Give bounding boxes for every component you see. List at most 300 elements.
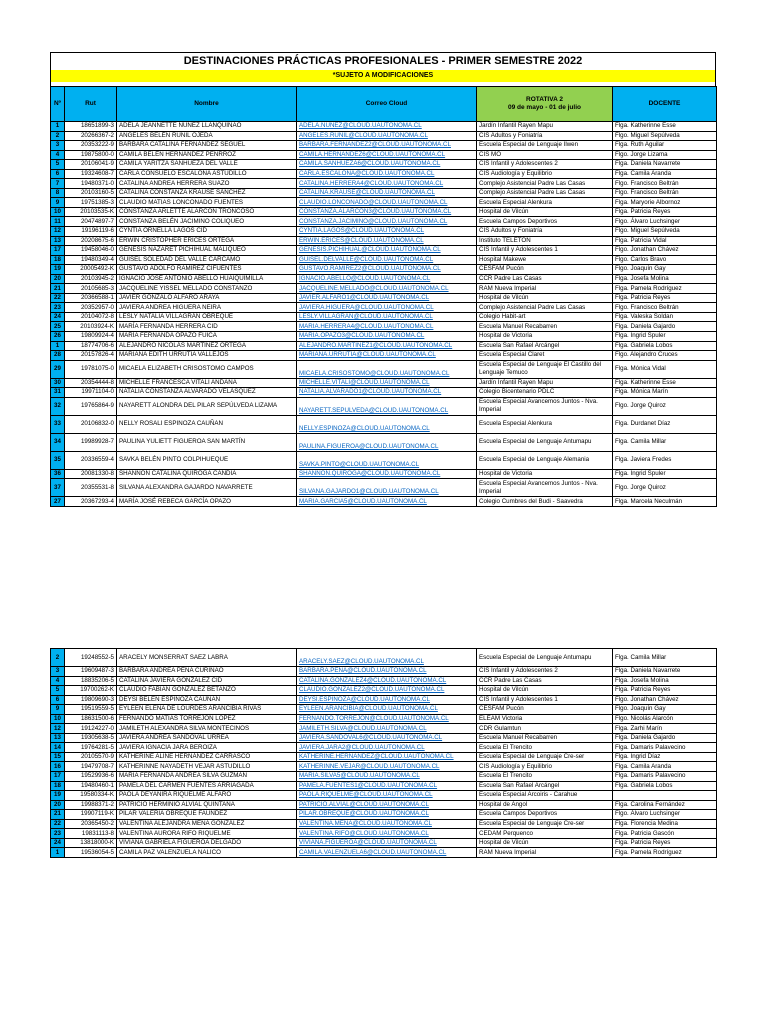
placement-cell: Hospital Makewe <box>477 255 613 265</box>
rut-cell: 19751385-3 <box>65 198 117 208</box>
email-link[interactable]: MARIANA.URRUTIA@CLOUD.UAUTONOMA.CL <box>297 351 477 361</box>
name-cell: CONSTANZA BELÉN JACIMINO COLIQUEO <box>117 217 297 227</box>
name-cell: MICHELLE FRANCESCA VITALI ANDANA <box>117 378 297 388</box>
placement-cell: Escuela Especial de Lenguaje El Castillo del Lenguaje Temuco <box>477 360 613 378</box>
placement-cell: Escuela Especial de Lenguaje Cre-ser <box>477 819 613 829</box>
row-number: 1 <box>51 848 65 858</box>
email-link[interactable]: PILAR.OBREQUE@CLOUD.UAUTONOMA.CL <box>297 810 477 820</box>
rut-cell: 20208675-6 <box>65 236 117 246</box>
table-row <box>51 714 717 724</box>
teacher-cell: Flga. Camila Millar <box>613 649 717 667</box>
teacher-cell: Flga. Ingrid Spuler <box>613 332 717 342</box>
row-number: 17 <box>51 246 65 256</box>
name-cell: GENESIS NAZARET PICHIHUAL MALIQUEO <box>117 246 297 256</box>
email-link[interactable]: SILVANA.GAJARDO1@CLOUD.UAUTONOMA.CL <box>297 479 477 497</box>
email-link[interactable]: SHANNON.QUIROGA@CLOUD.UAUTONOMA.CL <box>297 469 477 479</box>
table-row <box>51 246 717 256</box>
rut-cell: 20266367-2 <box>65 131 117 141</box>
placement-cell: Complejo Asistencial Padre Las Casas <box>477 303 613 313</box>
table-row <box>51 122 717 132</box>
email-link[interactable]: PAOLA.RIQUELME@CLOUD.UAUTONOMA.CL <box>297 791 477 801</box>
placement-cell: Escuela Manuel Recabarren <box>477 322 613 332</box>
email-link[interactable]: EYLEEN.ARANCIBIA@CLOUD.UAUTONOMA.CL <box>297 705 477 715</box>
email-link[interactable]: VALENTINA.MENA@CLOUD.UAUTONOMA.CL <box>297 819 477 829</box>
email-link[interactable]: VIVIANA.FIGUEROA@CLOUD.UAUTONOMA.CL <box>297 838 477 848</box>
teacher-cell: Flga. Marcela Neculmán <box>613 497 717 507</box>
name-cell: DEYSI BELEN ESPINOZA CAUÑAN <box>117 695 297 705</box>
name-cell: GUISEL SOLEDAD DEL VALLE CARCAMO <box>117 255 297 265</box>
placement-cell: Escuela Especial de Lenguaje Ilwen <box>477 141 613 151</box>
placement-cell: Instituto TELETON <box>477 236 613 246</box>
rut-cell: 19765864-9 <box>65 397 117 415</box>
table-row <box>51 360 717 378</box>
teacher-cell: Flgo. Jorge Quiroz <box>613 397 717 415</box>
email-link[interactable]: CLAUDIO.LONCONADO@CLOUD.UAUTONOMA.CL <box>297 198 477 208</box>
rut-cell: 20081330-8 <box>65 469 117 479</box>
rut-cell: 19324608-7 <box>65 169 117 179</box>
placement-cell: Escuela Especial de Lenguaje Cre-ser <box>477 752 613 762</box>
placement-cell: Escuela Especial Arcoiris - Carahue <box>477 791 613 801</box>
teacher-cell: Flgo. Álvaro Luchsinger <box>613 217 717 227</box>
teacher-cell: Flgo. Miguel Sepúlveda <box>613 131 717 141</box>
email-link[interactable]: GUSTAVO.RAMIREZ2@CLOUD.UAUTONOMA.CL <box>297 265 477 275</box>
table-row <box>51 274 717 284</box>
rut-cell: 19479708-7 <box>65 762 117 772</box>
teacher-cell: Flga. Camila Aranda <box>613 762 717 772</box>
row-number: 5 <box>51 160 65 170</box>
placement-cell: RAM Nueva Imperial <box>477 848 613 858</box>
table-row <box>51 479 717 497</box>
spreadsheet <box>50 52 716 856</box>
header-row <box>51 87 717 122</box>
name-cell: MARIANA EDITH URRUTIA VALLEJOS <box>117 351 297 361</box>
table-row <box>51 312 717 322</box>
teacher-cell: Flga. Camila Aranda <box>613 169 717 179</box>
name-cell: CATALINA ANDREA HERRERA SUAZO <box>117 179 297 189</box>
name-cell: PAMELA DEL CARMEN FUENTES ARRIAGADA <box>117 781 297 791</box>
teacher-cell: Flga. Mónica Vidal <box>613 360 717 378</box>
row-number: 12 <box>51 227 65 237</box>
teacher-cell: Flga. Daniela Navarrete <box>613 160 717 170</box>
email-link[interactable]: BARBARA.FERNANDEZ2@CLOUD.UAUTONOMA.CL <box>297 141 477 151</box>
email-link[interactable]: CYNTIA.LAGOS@CLOUD.UAUTONOMA.CL <box>297 227 477 237</box>
placement-cell: Escuela Campos Deportivos <box>477 217 613 227</box>
teacher-cell: Flga. Damaris Palavecino <box>613 772 717 782</box>
row-number: 24 <box>51 838 65 848</box>
email-link[interactable]: MARIA.OPAZO3@CLOUD.UAUTONOMA.CL <box>297 332 477 342</box>
email-link[interactable]: CAMILA.SANHUEZA6@CLOUD.UAUTONOMA.CL <box>297 160 477 170</box>
email-link[interactable]: CAMILA.VALENZUELA6@CLOUD.UAUTONOMA.CL <box>297 848 477 858</box>
name-cell: JAVIER GONZALO ALFARO ARAYA <box>117 293 297 303</box>
rut-cell: 20367293-4 <box>65 497 117 507</box>
teacher-cell: Flga. Patricia Gascón <box>613 829 717 839</box>
email-link[interactable]: BARBARA.PENA@CLOUD.UAUTONOMA.CL <box>297 667 477 677</box>
rut-cell: 19196119-6 <box>65 227 117 237</box>
teacher-cell: Flgo. Carlos Bravo <box>613 255 717 265</box>
rut-cell: 18631500-6 <box>65 714 117 724</box>
rut-cell: 19700262-K <box>65 686 117 696</box>
row-number: 10 <box>51 207 65 217</box>
email-link[interactable]: KATHERINE.HERNANDEZ@CLOUD.UAUTONOMA.CL <box>297 752 477 762</box>
row-number: 2 <box>51 131 65 141</box>
name-cell: PILAR VALERIA OBREQUE FAUNDEZ <box>117 810 297 820</box>
table-row <box>51 762 717 772</box>
placement-cell: CIS Audiología y Equilibrio <box>477 169 613 179</box>
rut-cell: 20105685-3 <box>65 284 117 294</box>
rut-cell: 20106832-0 <box>65 415 117 433</box>
table-row <box>51 198 717 208</box>
email-link[interactable]: ARACELY.SAEZ@CLOUD.UAUTONOMA.CL <box>297 649 477 667</box>
rut-cell: 20106041-9 <box>65 160 117 170</box>
rut-cell: 19248552-5 <box>65 649 117 667</box>
row-number: 14 <box>51 743 65 753</box>
email-link[interactable]: JACQUELINE.MELLADO@CLOUD.UAUTONOMA.CL <box>297 284 477 294</box>
table-row <box>51 649 717 667</box>
rut-cell: 19305638-5 <box>65 733 117 743</box>
placement-cell: Hospital de Victoria <box>477 332 613 342</box>
email-link[interactable]: PAMELA.FUENTES1@CLOUD.UAUTONOMA.CL <box>297 781 477 791</box>
name-cell: NAYARETT ALONDRA DEL PILAR SEPÚLVEDA LIZAMA <box>117 397 297 415</box>
placement-cell: CIS Audiología y Equilibrio <box>477 762 613 772</box>
rut-cell: 20365450-2 <box>65 819 117 829</box>
email-link[interactable]: NATALIA.ALVARADO1@CLOUD.UAUTONOMA.CL <box>297 388 477 398</box>
rut-cell: 19971104-0 <box>65 388 117 398</box>
table-row <box>51 752 717 762</box>
placement-cell: Escuela Especial Alenkura <box>477 415 613 433</box>
teacher-cell: Flga. Pamela Rodríguez <box>613 848 717 858</box>
teacher-cell: Flga. Patricia Reyes <box>613 686 717 696</box>
table-row <box>51 303 717 313</box>
placement-cell: Escuela San Rafael Arcángel <box>477 341 613 351</box>
email-link[interactable]: CLAUDIO.GONZALEZ2@CLOUD.UAUTONOMA.CL <box>297 686 477 696</box>
teacher-cell: Flga. Daniela Navarrete <box>613 667 717 677</box>
row-number: 18 <box>51 781 65 791</box>
name-cell: ADELA JEANNETTE NÚÑEZ LLANQUINAO <box>117 122 297 132</box>
table-row <box>51 169 717 179</box>
placement-cell: ELEAM Victoria <box>477 714 613 724</box>
row-number: 12 <box>51 724 65 734</box>
placement-cell: Escuela Especial Avancemos Juntos - Nva. Imperial <box>477 397 613 415</box>
name-cell: ERWIN CRISTOPHER ERICES ORTEGA <box>117 236 297 246</box>
email-link[interactable]: JAVIERA.SANDOVAL6@CLOUD.UAUTONOMA.CL <box>297 733 477 743</box>
row-number: 33 <box>51 415 65 433</box>
rut-cell: 19988371-2 <box>65 800 117 810</box>
row-number: 1 <box>51 122 65 132</box>
name-cell: CYNTIA ORNELLA LAGOS CID <box>117 227 297 237</box>
name-cell: MICAELA ELIZABETH CRISOSTOMO CAMPOS <box>117 360 297 378</box>
teacher-cell: Flga. Daniela Gajardo <box>613 733 717 743</box>
row-number: 23 <box>51 303 65 313</box>
teacher-cell: Flga. Durdanet Díaz <box>613 415 717 433</box>
placement-cell: CIS Infantil y Adolescentes 1 <box>477 246 613 256</box>
email-link[interactable]: PATRICIO.ALVIAL@CLOUD.UAUTONOMA.CL <box>297 800 477 810</box>
rut-cell: 18651899-3 <box>65 122 117 132</box>
rut-cell: 18774706-6 <box>65 341 117 351</box>
name-cell: BÁRBARA CATALINA FERNÁNDEZ SEGUEL <box>117 141 297 151</box>
table-row <box>51 497 717 507</box>
teacher-cell: Flgo. Jonathan Chávez <box>613 695 717 705</box>
name-cell: FERNANDO MATIAS TORREJON LOPEZ <box>117 714 297 724</box>
teacher-cell: Flga. Camila Millar <box>613 433 717 451</box>
name-cell: JAVIERA ANDREA HIGUERA NEIRA <box>117 303 297 313</box>
email-link[interactable]: CATALINA.KRAUSE@CLOUD.UAUTONOMA.CL <box>297 188 477 198</box>
placement-cell: Colegio Habit-art <box>477 312 613 322</box>
row-number: 25 <box>51 322 65 332</box>
row-number: 20 <box>51 800 65 810</box>
header-correo: Correo Cloud <box>297 87 477 122</box>
rut-cell: 20103160-5 <box>65 188 117 198</box>
row-number: 32 <box>51 397 65 415</box>
table-row <box>51 284 717 294</box>
placement-cell: Escuela Especial de Lenguaje Alemania <box>477 451 613 469</box>
name-cell: VALENTINA AURORA RIFO RIQUELME <box>117 829 297 839</box>
rut-cell: 19809690-3 <box>65 695 117 705</box>
teacher-cell: Flga. Pamela Rodríguez <box>613 284 717 294</box>
table-row <box>51 733 717 743</box>
name-cell: ALEJANDRO NICOLÁS MARTÍNEZ ORTEGA <box>117 341 297 351</box>
table-row <box>51 322 717 332</box>
placement-cell: Complejo Asistencial Padre Las Casas <box>477 188 613 198</box>
placement-cell: CIS MO <box>477 150 613 160</box>
email-link[interactable]: NELLY.ESPINOZA@CLOUD.UAUTONOMA.CL <box>297 415 477 433</box>
row-number: 22 <box>51 293 65 303</box>
teacher-cell: Flgo. Francisco Beltrán <box>613 188 717 198</box>
name-cell: CLAUDIO FABIAN GONZALEZ BETANZO <box>117 686 297 696</box>
name-cell: JAMILETH ALEXANDRA SILVA MONTECINOS <box>117 724 297 734</box>
rut-cell: 20474897-7 <box>65 217 117 227</box>
row-number: 3 <box>51 667 65 677</box>
rut-cell: 20157826-4 <box>65 351 117 361</box>
email-link[interactable]: VALENTINA.RIFO@CLOUD.UAUTONOMA.CL <box>297 829 477 839</box>
table-row <box>51 829 717 839</box>
row-number: 19 <box>51 791 65 801</box>
assignments-table-2 <box>50 648 717 858</box>
name-cell: CAMILA BELÉN HERNÁNDEZ PENRROZ <box>117 150 297 160</box>
header-num: Nº <box>51 87 65 122</box>
row-number: 21 <box>51 284 65 294</box>
row-number: 29 <box>51 360 65 378</box>
teacher-cell: Flgo. Joaquín Gay <box>613 705 717 715</box>
rut-cell: 19989928-7 <box>65 433 117 451</box>
row-number: 13 <box>51 733 65 743</box>
placement-cell: Hospital de Vilcún <box>477 838 613 848</box>
email-link[interactable]: CONSTANZA.JACIMINO@CLOUD.UAUTONOMA.CL <box>297 217 477 227</box>
email-link[interactable]: FERNANDO.TORREJON@CLOUD.UAUTONOMA.CL <box>297 714 477 724</box>
row-number: 6 <box>51 695 65 705</box>
table-row <box>51 724 717 734</box>
rut-cell: 19536054-5 <box>65 848 117 858</box>
row-number: 15 <box>51 752 65 762</box>
rut-cell: 19809924-4 <box>65 332 117 342</box>
email-link[interactable]: CONSTANZA.ALARCON3@CLOUD.UAUTONOMA.CL <box>297 207 477 217</box>
table-row <box>51 433 717 451</box>
table-row <box>51 293 717 303</box>
table-row <box>51 819 717 829</box>
placement-cell: CDR Gulamtun <box>477 724 613 734</box>
email-link[interactable]: CAMILA.HERNANDEZ6@CLOUD.UAUTONOMA.CL <box>297 150 477 160</box>
placement-cell: Escuela Especial de Lenguaje Antumapu <box>477 433 613 451</box>
email-link[interactable]: CARLA.ESCALONA@CLOUD.UAUTONOMA.CL <box>297 169 477 179</box>
name-cell: ARACELY MONSERRAT SAEZ LABRA <box>117 649 297 667</box>
header-rotativa-label: ROTATIVA 2 <box>526 96 563 103</box>
rut-cell: 19831113-8 <box>65 829 117 839</box>
header-rotativa-dates: 09 de mayo - 01 de julio <box>508 104 581 111</box>
teacher-cell: Flga. Daniela Gajardo <box>613 322 717 332</box>
email-link[interactable]: GENESIS.PICHIHUAL@CLOUD.UAUTONOMA.CL <box>297 246 477 256</box>
name-cell: CONSTANZA ARLETTE ALARCON TRONCOSO <box>117 207 297 217</box>
teacher-cell: Flga. Gabriela Lobos <box>613 341 717 351</box>
name-cell: SAVKA BELÉN PINTO COLPIHUEQUE <box>117 451 297 469</box>
name-cell: GUSTAVO ADOLFO RAMIREZ CIFUENTES <box>117 265 297 275</box>
table-row <box>51 332 717 342</box>
placement-cell: Escuela El Trencito <box>477 743 613 753</box>
rut-cell: 20353222-9 <box>65 141 117 151</box>
placement-cell: Jardín Infantil Rayen Mapu <box>477 122 613 132</box>
email-link[interactable]: ANGELES.RUNIL@CLOUD.UAUTONOMA.CL <box>297 131 477 141</box>
table-row <box>51 227 717 237</box>
placement-cell: CCR Padre Las Casas <box>477 274 613 284</box>
rut-cell: 19124227-0 <box>65 724 117 734</box>
email-link[interactable]: CATALINA.HERRERA4@CLOUD.UAUTONOMA.CL <box>297 179 477 189</box>
table-row <box>51 676 717 686</box>
name-cell: EYLEEN ELENA DE LOURDES ARANCIBIA RIVAS <box>117 705 297 715</box>
email-link[interactable]: MARIA.SILVA5@CLOUD.UAUTONOMA.CL <box>297 772 477 782</box>
teacher-cell: Flga. Patricia Reyes <box>613 838 717 848</box>
placement-cell: Escuela Especial de Lenguaje Antumapu <box>477 649 613 667</box>
email-link[interactable]: GUISEL.DELVALLE@CLOUD.UAUTONOMA.CL <box>297 255 477 265</box>
placement-cell: Escuela El Trencito <box>477 772 613 782</box>
teacher-cell: Flgo. Nicolás Alarcón <box>613 714 717 724</box>
table-row <box>51 451 717 469</box>
email-link[interactable]: ALEJANDRO.MARTINEZ1@CLOUD.UAUTONOMA.CL <box>297 341 477 351</box>
placement-cell: CEDAM Perquenco <box>477 829 613 839</box>
table-row <box>51 141 717 151</box>
name-cell: KATHERINNE NAYADETH VEJAR ASTUDILLO <box>117 762 297 772</box>
row-number: 5 <box>51 686 65 696</box>
teacher-cell: Flgo. Francisco Beltrán <box>613 303 717 313</box>
rut-cell: 20355531-8 <box>65 479 117 497</box>
row-number: 31 <box>51 388 65 398</box>
row-number: 20 <box>51 274 65 284</box>
email-link[interactable]: IGNACIO.ABELLO@CLOUD.UAUTONOMA.CL <box>297 274 477 284</box>
name-cell: NELLY ROSALI ESPINOZA CAUÑAN <box>117 415 297 433</box>
placement-cell: Hospital de Vilcún <box>477 686 613 696</box>
rut-cell: 20366588-1 <box>65 293 117 303</box>
row-number: 8 <box>51 188 65 198</box>
rut-cell: 20105570-9 <box>65 752 117 762</box>
email-link[interactable]: ERWIN.ERICES@CLOUD.UAUTONOMA.CL <box>297 236 477 246</box>
teacher-cell: Flga. Carolina Fernández <box>613 800 717 810</box>
name-cell: CARLA CONSUELO ESCALONA ASTUDILLO <box>117 169 297 179</box>
email-link[interactable]: JAVIERA.JARA2@CLOUD.UAUTONOMA.CL <box>297 743 477 753</box>
table-row <box>51 236 717 246</box>
table-row <box>51 217 717 227</box>
table-row <box>51 800 717 810</box>
header-rut: Rut <box>65 87 117 122</box>
email-link[interactable]: SAVKA.PINTO@CLOUD.UAUTONOMA.CL <box>297 451 477 469</box>
name-cell: NATALIA CONSTANZA ALVARADO VELÁSQUEZ <box>117 388 297 398</box>
row-number: 36 <box>51 469 65 479</box>
rut-cell: 20336559-4 <box>65 451 117 469</box>
email-link[interactable]: LESLY.VILLAGRAN@CLOUD.UAUTONOMA.CL <box>297 312 477 322</box>
name-cell: PAOLA DEYANIRA RIQUELME ALFARO <box>117 791 297 801</box>
teacher-cell: Flga. Katherinne Esse <box>613 378 717 388</box>
row-number: 9 <box>51 198 65 208</box>
table-row <box>51 772 717 782</box>
teacher-cell: Flga. Ingrid Díaz <box>613 752 717 762</box>
placement-cell: CIS Infantil y Adolescentes 2 <box>477 160 613 170</box>
table-row <box>51 150 717 160</box>
rut-cell: 19480460-1 <box>65 781 117 791</box>
email-link[interactable]: KATHERINNE.VEJAR@CLOUD.UAUTONOMA.CL <box>297 762 477 772</box>
row-number: 7 <box>51 179 65 189</box>
assignments-table-1 <box>50 86 717 507</box>
name-cell: CAMILA PAZ VALENZUELA NALICO <box>117 848 297 858</box>
name-cell: JACQUELINE YISSEL MELLADO CONSTANZO <box>117 284 297 294</box>
teacher-cell: Flga. Patricia Vidal <box>613 236 717 246</box>
name-cell: SHANNON CATALINA QUIROGA CANDIA <box>117 469 297 479</box>
email-link[interactable]: MARIA.GARCIA5@CLOUD.UAUTONOMA.CL <box>297 497 477 507</box>
name-cell: CAMILA YARITZA SANHUEZA DEL VALLE <box>117 160 297 170</box>
row-number: 37 <box>51 479 65 497</box>
table-row <box>51 388 717 398</box>
email-link[interactable]: JAVIER.ALFARO1@CLOUD.UAUTONOMA.CL <box>297 293 477 303</box>
teacher-cell: Flga. Katherinne Esse <box>613 122 717 132</box>
teacher-cell: Flgo. Jonathan Chávez <box>613 246 717 256</box>
email-link[interactable]: DEYSI.ESPINOZA@CLOUD.UAUTONOMA.CL <box>297 695 477 705</box>
placement-cell: Escuela Especial Avancemos Juntos - Nva. Imperial <box>477 479 613 497</box>
placement-cell: Colegio Bicentenario PDLC <box>477 388 613 398</box>
table-row <box>51 781 717 791</box>
teacher-cell: Flgo. Joaquín Gay <box>613 265 717 275</box>
table-row <box>51 848 717 858</box>
name-cell: MARÍA FERNANDA HERRERA CID <box>117 322 297 332</box>
rut-cell: 19529936-6 <box>65 772 117 782</box>
table-row <box>51 838 717 848</box>
email-link[interactable]: JAVIERA.HIGUERA@CLOUD.UAUTONOMA.CL <box>297 303 477 313</box>
email-link[interactable]: ADELA.NUNEZ@CLOUD.UAUTONOMA.CL <box>297 122 477 132</box>
email-link[interactable]: MICHELLE.VITALI@CLOUD.UAUTONOMA.CL <box>297 378 477 388</box>
placement-cell: CIS Adultos y Foniatría <box>477 131 613 141</box>
rut-cell: 20104072-8 <box>65 312 117 322</box>
email-link[interactable]: NAYARETT.SEPULVEDA@CLOUD.UAUTONOMA.CL <box>297 397 477 415</box>
row-number: 16 <box>51 762 65 772</box>
row-number: 13 <box>51 236 65 246</box>
name-cell: ANGELES BELÉN RUNIL OJEDA <box>117 131 297 141</box>
row-number: 21 <box>51 810 65 820</box>
rut-cell: 18835206-5 <box>65 676 117 686</box>
row-number: 17 <box>51 772 65 782</box>
rut-cell: 13818000-K <box>65 838 117 848</box>
placement-cell: Complejo Asistencial Padre Las Casas <box>477 179 613 189</box>
placement-cell: Hospital de Vilcún <box>477 293 613 303</box>
row-number: 28 <box>51 351 65 361</box>
table-row <box>51 351 717 361</box>
page-title: DESTINACIONES PRÁCTICAS PROFESIONALES - PRIMER SEMESTRE 2022 <box>183 55 583 67</box>
row-number: 26 <box>51 332 65 342</box>
email-link[interactable]: JAMILETH.SILVA@CLOUD.UAUTONOMA.CL <box>297 724 477 734</box>
email-link[interactable]: MICAELA.CRISOSTOMO@CLOUD.UAUTONOMA.CL <box>297 360 477 378</box>
name-cell: CATALINA CONSTANZA KRAUSE SÁNCHEZ <box>117 188 297 198</box>
rut-cell: 20005492-K <box>65 265 117 275</box>
email-link[interactable]: CATALINA.GONZALEZ4@CLOUD.UAUTONOMA.CL <box>297 676 477 686</box>
email-link[interactable]: MARIA.HERRERA4@CLOUD.UAUTONOMA.CL <box>297 322 477 332</box>
row-number: 1 <box>51 341 65 351</box>
name-cell: SILVANA ALEXANDRA GAJARDO NAVARRETE <box>117 479 297 497</box>
email-link[interactable]: PAULINA.FIGUEROA@CLOUD.UAUTONOMA.CL <box>297 433 477 451</box>
name-cell: PAULINA YULIETT FIGUEROA SAN MARTÍN <box>117 433 297 451</box>
name-cell: MARIA FERNANDA ANDREA SILVA GUZMAN <box>117 772 297 782</box>
